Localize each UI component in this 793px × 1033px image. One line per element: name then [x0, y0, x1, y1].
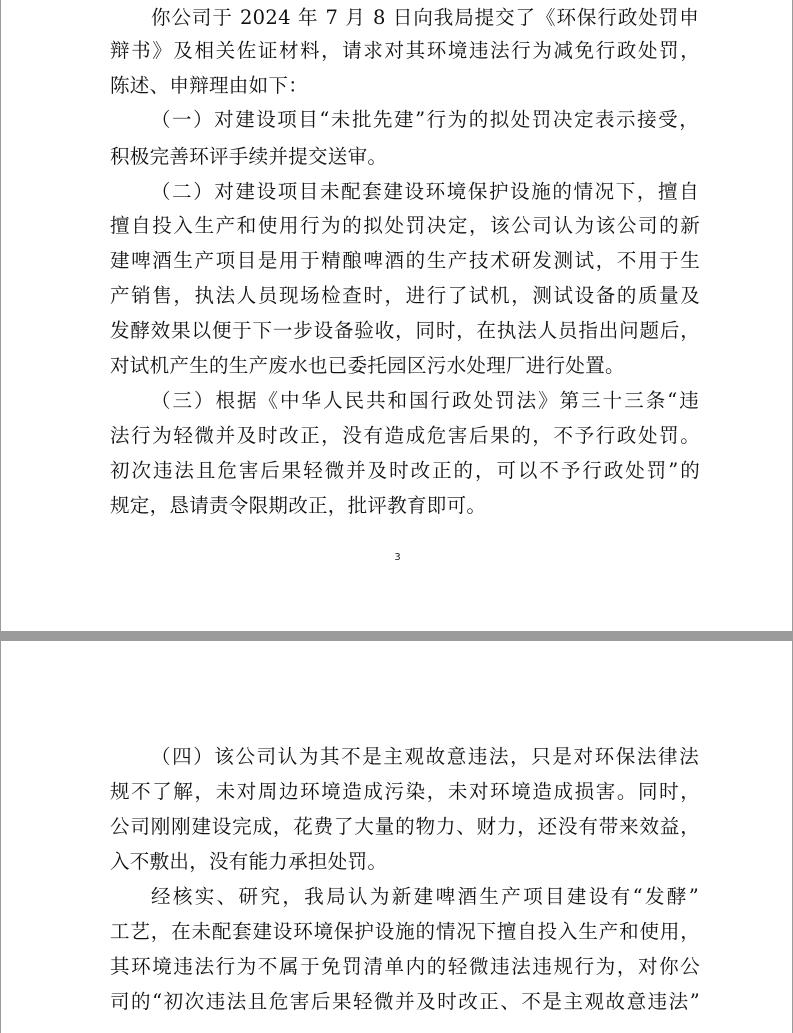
- paragraph-line: 工艺，在未配套建设环境保护设施的情况下擅自投入生产和使用，: [110, 920, 700, 943]
- paragraph-line: （三）根据《中华人民共和国行政处罚法》第三十三条“违: [151, 389, 699, 412]
- paragraph-line: 初次违法且危害后果轻微并及时改正的，可以不予行政处罚”的: [110, 459, 700, 482]
- paragraph-line: 其环境违法行为不属于免罚清单内的轻微违法违规行为，对你公: [110, 955, 700, 978]
- paragraph-line: （一）对建设项目“未批先建”行为的拟处罚决定表示接受，: [151, 108, 699, 131]
- paragraph-line: 产销售，执法人员现场检查时，进行了试机，测试设备的质量及: [110, 284, 700, 307]
- paragraph-line: （四）该公司认为其不是主观故意违法，只是对环保法律法: [151, 745, 699, 768]
- paragraph-line: 规不了解，未对周边环境造成污染，未对环境造成损害。同时，: [110, 780, 700, 803]
- paragraph-line: 司的“初次违法且危害后果轻微并及时改正、不是主观故意违法”: [110, 990, 700, 1013]
- paragraph-line: 经核实、研究，我局认为新建啤酒生产项目建设有“发酵”: [151, 885, 699, 908]
- paragraph-line: 你公司于 2024 年 7 月 8 日向我局提交了《环保行政处罚申: [151, 6, 699, 29]
- paragraph-line: 陈述、申辩理由如下：: [110, 74, 309, 97]
- paragraph-line: 对试机产生的生产废水也已委托园区污水处理厂进行处置。: [110, 354, 625, 377]
- paragraph-line: 法行为轻微并及时改正，没有造成危害后果的，不予行政处罚。: [110, 424, 700, 447]
- paragraph-line: 发酵效果以便于下一步设备验收，同时，在执法人员指出问题后，: [110, 319, 700, 342]
- paragraph-line: 积极完善环评手续并提交送审。: [110, 145, 388, 168]
- paragraph-line: 入不敷出，没有能力承担处罚。: [110, 850, 388, 873]
- paragraph-line: 辩书》及相关佐证材料，请求对其环境违法行为减免行政处罚，: [110, 39, 700, 62]
- page-number: 3: [394, 552, 401, 563]
- paragraph-line: 建啤酒生产项目是用于精酿啤酒的生产技术研发测试，不用于生: [110, 249, 700, 272]
- paragraph-line: 规定，恳请责令限期改正，批评教育即可。: [110, 494, 487, 517]
- page-separator: [0, 631, 793, 641]
- paragraph-line: 公司刚刚建设完成，花费了大量的物力、财力，还没有带来效益，: [110, 815, 700, 838]
- document-page-4: [0, 641, 793, 1033]
- paragraph-line: （二）对建设项目未配套建设环境保护设施的情况下，擅自: [151, 180, 699, 203]
- paragraph-line: 擅自投入生产和使用行为的拟处罚决定，该公司认为该公司的新: [110, 214, 700, 237]
